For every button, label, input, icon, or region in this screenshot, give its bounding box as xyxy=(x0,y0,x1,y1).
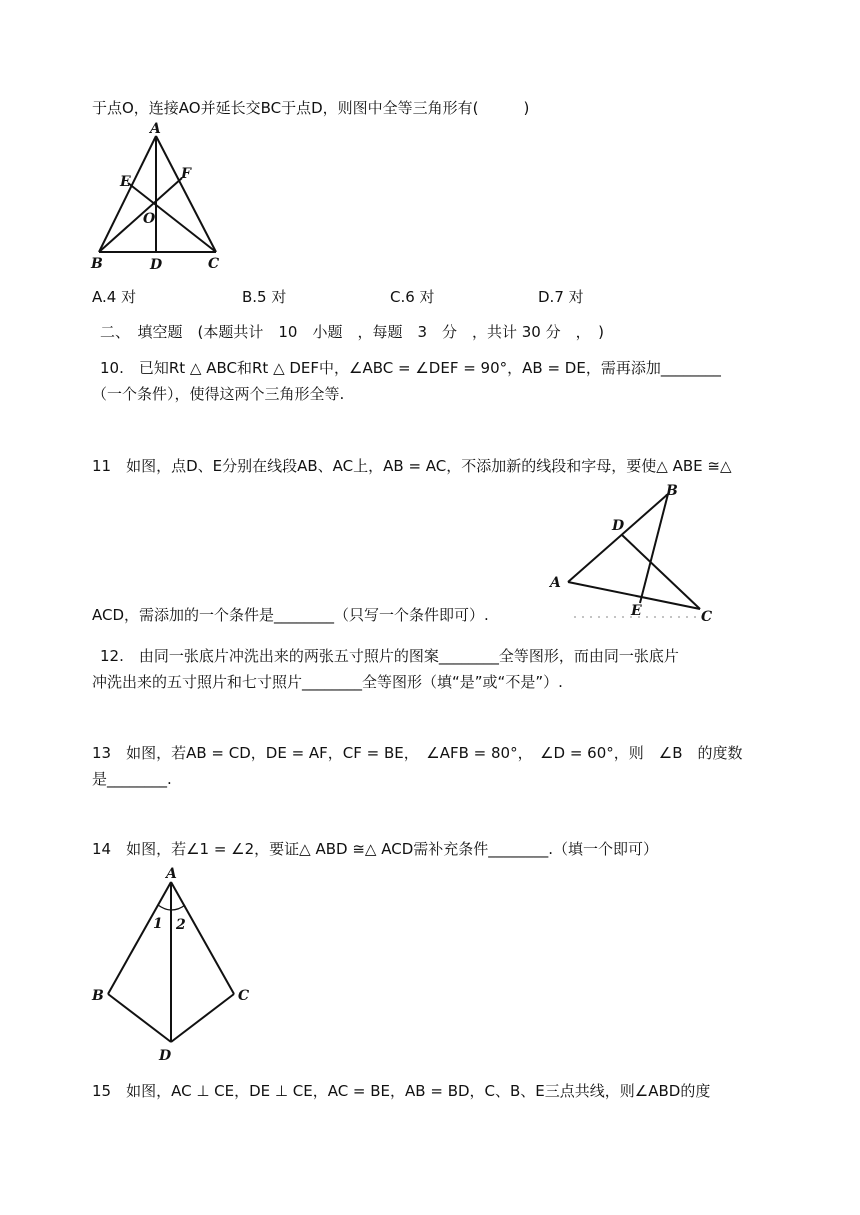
q12-line2: 冲洗出来的五寸照片和七寸照片________全等图形（填“是”或“不是”）. xyxy=(92,673,563,691)
q9-option-d: D.7 对 xyxy=(538,288,584,306)
q11-line2: ACD，需添加的一个条件是________（只写一个条件即可）. xyxy=(92,606,489,624)
q11-label-B: B xyxy=(666,483,678,499)
q10-line1: 10. 已知Rt △ ABC和Rt △ DEF中，∠ABC = ∠DEF = 90°，AB = DE，需再添加________ xyxy=(100,359,721,377)
q9-label-E: E xyxy=(120,174,131,190)
q9-stem: 于点O，连接AO并延长交BC于点D，则图中全等三角形有( ) xyxy=(92,99,530,117)
q11-label-E: E xyxy=(631,603,642,619)
q9-label-O: O xyxy=(143,211,156,227)
q10-line2: （一个条件），使得这两个三角形全等. xyxy=(92,385,345,403)
q9-option-c: C.6 对 xyxy=(390,288,435,306)
q14-label-C: C xyxy=(238,988,250,1004)
q11-label-D: D xyxy=(612,518,625,534)
q11-label-C: C xyxy=(701,609,713,623)
q9-label-A: A xyxy=(150,121,161,137)
q14-label-B: B xyxy=(92,988,104,1004)
q9-label-B: B xyxy=(91,256,103,272)
q13-line2: 是________. xyxy=(92,770,172,788)
q14-label-2: 2 xyxy=(176,917,186,933)
q9-label-F: F xyxy=(181,166,191,182)
q9-option-a: A.4 对 xyxy=(92,288,137,306)
q11-label-A: A xyxy=(550,575,561,591)
q11-line1: 11 如图，点D、E分别在线段AB、AC上，AB = AC，不添加新的线段和字母，要使△ ABE ≅△ xyxy=(92,457,732,475)
q15-line1: 15 如图，AC ⊥ CE，DE ⊥ CE，AC = BE，AB = BD，C、B、E三点共线，则∠ABD的度 xyxy=(92,1082,711,1100)
q14-label-D: D xyxy=(159,1048,172,1064)
q12-line1: 12. 由同一张底片冲洗出来的两张五寸照片的图案________全等图形，而由同一张底片 xyxy=(100,647,679,665)
section-heading: 二、 填空题 (本题共计 10 小题 ，每题 3 分 ，共计 30 分 ， ) xyxy=(100,323,604,341)
q14-label-1: 1 xyxy=(153,916,163,932)
q9-option-b: B.5 对 xyxy=(242,288,287,306)
q14-label-A: A xyxy=(166,866,177,882)
q14-line1: 14 如图，若∠1 = ∠2，要证△ ABD ≅△ ACD需补充条件________.（填一个即可） xyxy=(92,840,659,858)
q14-kite-figure xyxy=(86,860,261,1065)
q9-triangle-figure xyxy=(86,120,236,278)
q13-line1: 13 如图，若AB = CD，DE = AF，CF = BE， ∠AFB = 80°， ∠D = 60°，则 ∠B 的度数 xyxy=(92,744,743,762)
q9-label-C: C xyxy=(208,256,220,272)
q11-triangle-figure xyxy=(544,478,724,623)
q9-label-D: D xyxy=(150,257,163,273)
